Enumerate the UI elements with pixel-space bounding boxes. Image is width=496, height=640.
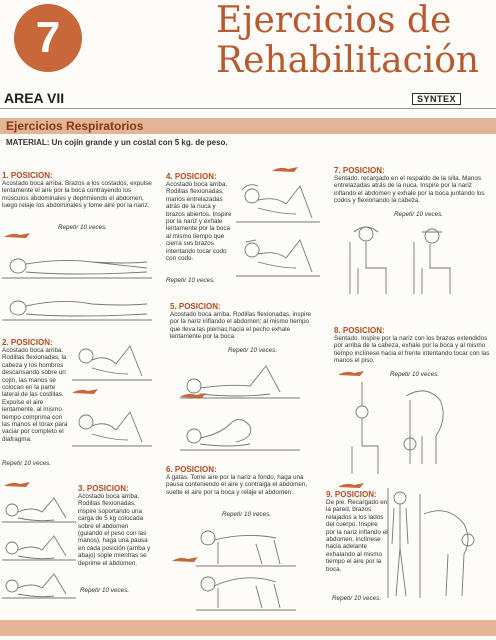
section-title: Ejercicios Respiratorios [6, 119, 144, 133]
seated-chair-icon [340, 222, 400, 298]
arrow-swoosh-icon [338, 370, 366, 377]
footer-bar [0, 620, 496, 636]
position-9-text: De pie. Recargado en la pared, brazos relajados a los lados del cuerpo. Inspire por la nariz inflando el abdomen, inclínese hacia adelante exhalando al mismo tiempo el aire por la boca. [326, 499, 388, 573]
position-5-text: Acostado boca arriba. Rodillas flexionadas, inspire por la nariz inflando el abdomen; al mismo tiempo que lleva las piernas hacia el pecho exhale lentamente por la boca. [170, 311, 312, 341]
position-7-title: 7. POSICION: [334, 166, 385, 175]
position-2-repeat: Repetir 10 veces. [2, 460, 52, 467]
page-title-line1: Ejercicios de [216, 0, 452, 41]
weighted-lying-icon [2, 566, 76, 602]
position-9-title: 9. POSICION: [326, 490, 377, 499]
page-title-line2: Rehabilitación [216, 40, 480, 81]
position-4-title: 4. POSICION: [166, 172, 217, 181]
position-3-title: 3. POSICION: [78, 484, 129, 493]
section-banner [0, 118, 496, 134]
header-divider [0, 108, 496, 109]
position-6-repeat: Repetir 10 veces. [222, 511, 272, 518]
bent-knee-lying-icon [72, 398, 152, 452]
arrow-swoosh-icon [172, 556, 200, 563]
position-3-text: Acostado boca arriba. Rodillas flexionadas, inspire soportando una carga de 5 kg colocada sobre el abdomen (guiando el peso con las manos), haga una pausa en cada posición (arriba y abajo) sople mientras se deprime el abdomen. [78, 493, 151, 567]
position-8-repeat: Repetir 10 veces. [390, 371, 440, 378]
position-7-text: Sentado, recargado en el respaldo de la silla. Manos entrelazadas atrás de la nuca. Inspire por la nariz inflando el abdomen y exhale por la boca juntando los codos y flexionando la cabeza. [334, 175, 485, 205]
position-2-text: Acostado boca arriba. Rodillas flexionadas, la cabeza y los hombros descansando sobre un cojín, las manos se colocan en la parte lateral de las costillas. Expulse el aire lentamente, al mismo tiempo comprima con las manos el tórax para vaciar por completo el diafragma. [2, 347, 68, 443]
position-5-title: 5. POSICION: [170, 302, 221, 311]
position-8-text: Sentado. Inspire por la nariz con los brazos extendidos por arriba de la cabeza, exhale por la boca y al mismo tiempo inclínese hacia el frente intentando tocar con las manos el piso. [334, 335, 490, 365]
on-all-fours-icon [196, 570, 296, 612]
arrow-swoosh-icon [72, 388, 100, 395]
position-1-title: 1. POSICION: [2, 171, 53, 180]
arrow-swoosh-icon [272, 166, 300, 173]
seated-chair-icon [402, 222, 462, 298]
arrow-swoosh-icon [4, 481, 32, 488]
hands-behind-neck-icon [236, 176, 320, 230]
position-5-repeat: Repetir 10 veces. [228, 347, 278, 354]
arrow-swoosh-icon [180, 392, 208, 399]
bent-knee-lying-icon [72, 334, 152, 386]
brand-logo: SYNTEX [412, 93, 461, 105]
forward-bend-icon [396, 384, 466, 468]
weighted-lying-icon [2, 528, 76, 564]
knees-to-chest-icon [180, 404, 300, 452]
position-1-repeat: Repetir 10 veces. [58, 224, 108, 231]
material-note: MATERIAL: Un cojín grande y un costal con 5 kg. de peso. [6, 138, 228, 147]
chapter-number-badge: 7 [14, 4, 82, 72]
position-8-title: 8. POSICION: [334, 326, 385, 335]
lying-figure-icon [2, 248, 152, 284]
standing-forward-bend-icon [418, 494, 492, 600]
position-6-text: A gatas. Tome aire por la nariz a fondo, haga una pausa conteniendo el aire y contraiga el abdomen, suelte el aire por la boca y relaje el abdomen. [166, 474, 308, 496]
hands-behind-neck-icon [236, 232, 320, 282]
position-2-title: 2. POSICION: [2, 338, 53, 347]
position-1-text: Acostado boca arriba. Brazos a los costados, expulse lentamente el aire por la boca contrayendo los músculos abdominales y deprimiendo el abdomen, luego relaje los abdominales y tome aire por la nariz. [2, 180, 152, 210]
position-9-repeat: Repetir 10 veces. [332, 595, 382, 602]
arms-raised-seated-icon [338, 380, 390, 480]
area-label: AREA VII [4, 90, 65, 106]
weighted-lying-icon [2, 490, 76, 526]
standing-wall-icon [386, 488, 416, 600]
arrow-swoosh-icon [338, 482, 366, 489]
position-3-repeat: Repetir 10 veces. [80, 587, 130, 594]
position-4-text: Acostado boca arriba. Rodillas flexionadas, manos entrelazadas atrás de la nuca y brazos abiertos. Inspire por la nariz y exhale lentamente por la boca al mismo tiempo que cierra sus brazos intentando tocar codo con codo. [166, 181, 232, 263]
position-4-repeat: Repetir 10 veces. [166, 277, 216, 284]
lying-figure-icon [2, 292, 152, 326]
on-all-fours-icon [196, 524, 296, 568]
position-7-repeat: Repetir 10 veces. [394, 211, 444, 218]
arrow-swoosh-icon [4, 232, 32, 239]
position-6-title: 6. POSICION: [166, 465, 217, 474]
